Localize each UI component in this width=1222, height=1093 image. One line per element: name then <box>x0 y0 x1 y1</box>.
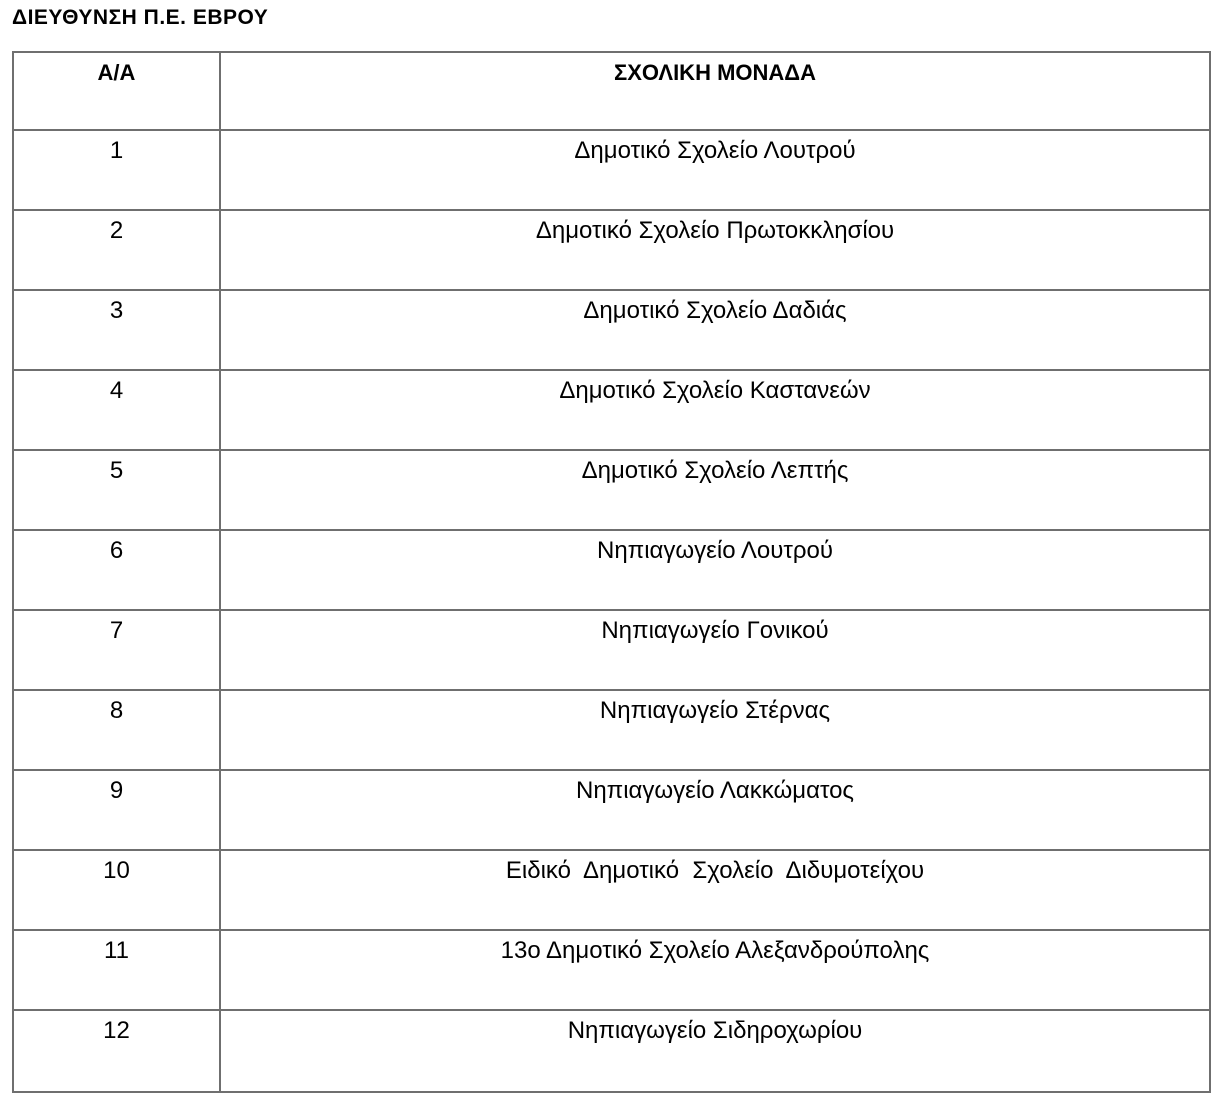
schools-table <box>12 51 1211 1093</box>
table-row <box>13 690 1210 770</box>
school-name: Δημοτικό Σχολείο Δαδιάς <box>220 290 1210 370</box>
table-row <box>13 210 1210 290</box>
row-number: 4 <box>13 370 220 450</box>
document-heading: ΔΙΕΥΘΥΝΣΗ Π.Ε. ΕΒΡΟΥ <box>12 6 269 29</box>
row-number: 8 <box>13 690 220 770</box>
school-name: Νηπιαγωγείο Σιδηροχωρίου <box>220 1010 1210 1092</box>
school-name: Δημοτικό Σχολείο Καστανεών <box>220 370 1210 450</box>
row-number: 1 <box>13 130 220 210</box>
school-name: Δημοτικό Σχολείο Λεπτής <box>220 450 1210 530</box>
table-row <box>13 450 1210 530</box>
column-header-school-unit: ΣΧΟΛΙΚΗ ΜΟΝΑΔΑ <box>220 52 1210 130</box>
school-name: Νηπιαγωγείο Λακκώματος <box>220 770 1210 850</box>
table-row <box>13 530 1210 610</box>
row-number: 10 <box>13 850 220 930</box>
table-row <box>13 930 1210 1010</box>
row-number: 7 <box>13 610 220 690</box>
school-name: Ειδικό Δημοτικό Σχολείο Διδυμοτείχου <box>220 850 1210 930</box>
school-name: Νηπιαγωγείο Στέρνας <box>220 690 1210 770</box>
table-row <box>13 290 1210 370</box>
row-number: 9 <box>13 770 220 850</box>
table-row <box>13 850 1210 930</box>
school-name: Δημοτικό Σχολείο Λουτρού <box>220 130 1210 210</box>
school-name: Νηπιαγωγείο Γονικού <box>220 610 1210 690</box>
table-row <box>13 370 1210 450</box>
row-number: 5 <box>13 450 220 530</box>
row-number: 11 <box>13 930 220 1010</box>
school-name: 13ο Δημοτικό Σχολείο Αλεξανδρούπολης <box>220 930 1210 1010</box>
column-header-aa: Α/Α <box>13 52 220 130</box>
table-row <box>13 130 1210 210</box>
row-number: 6 <box>13 530 220 610</box>
row-number: 12 <box>13 1010 220 1092</box>
table-row <box>13 770 1210 850</box>
table-row <box>13 610 1210 690</box>
row-number: 2 <box>13 210 220 290</box>
table-row <box>13 1010 1210 1092</box>
school-name: Νηπιαγωγείο Λουτρού <box>220 530 1210 610</box>
school-name: Δημοτικό Σχολείο Πρωτοκκλησίου <box>220 210 1210 290</box>
table-header-row <box>13 52 1210 130</box>
row-number: 3 <box>13 290 220 370</box>
